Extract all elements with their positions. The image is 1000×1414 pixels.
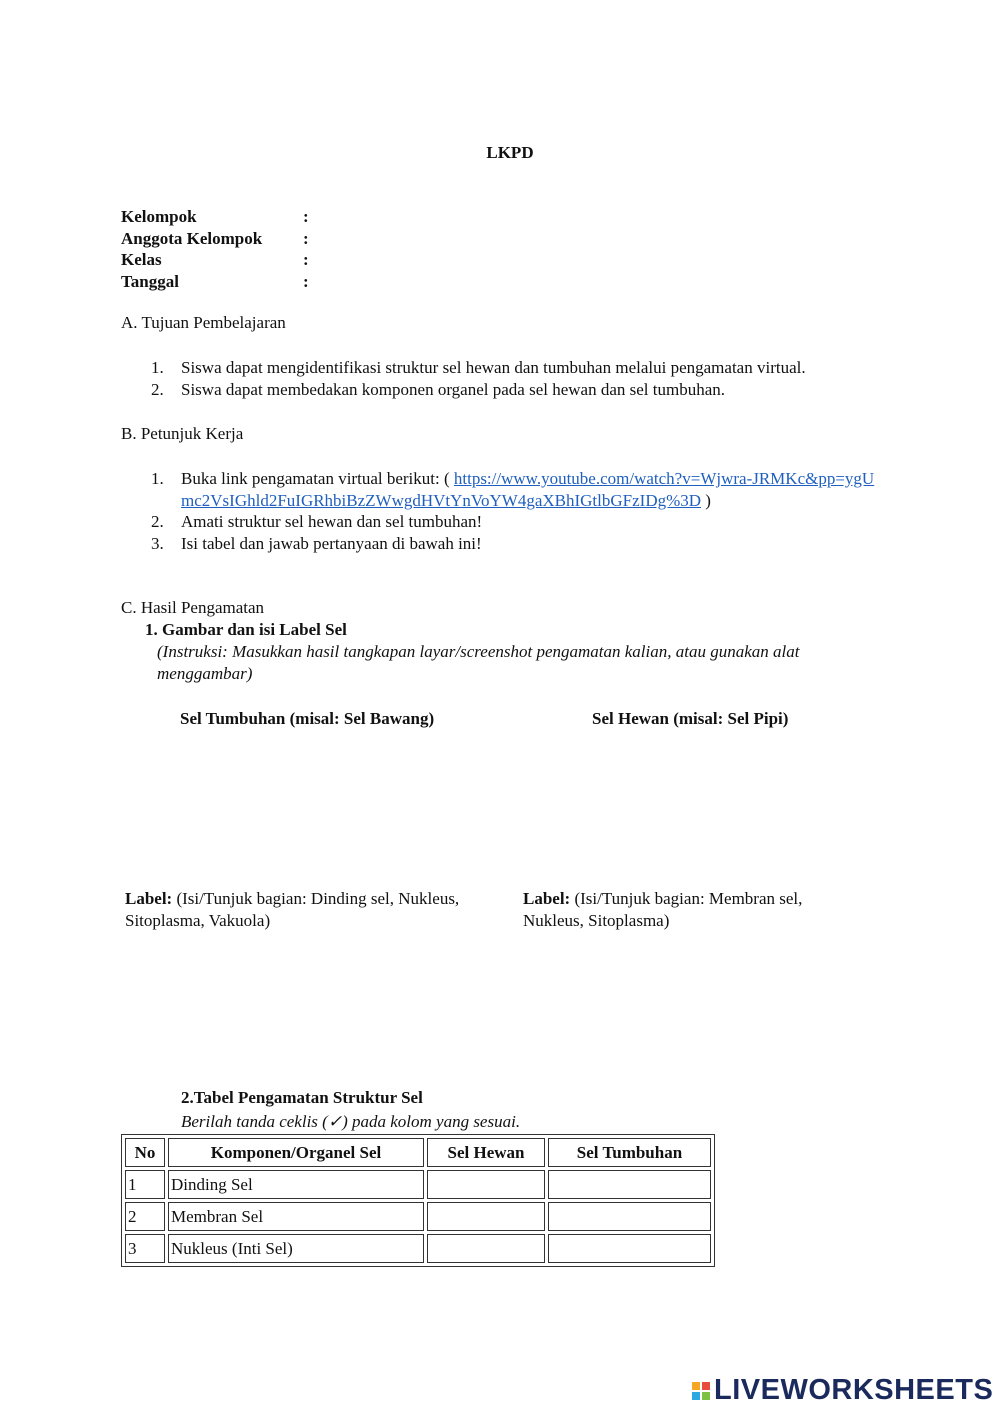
list-item [151,357,911,379]
section-c-heading: C. Hasil Pengamatan [121,598,265,617]
plant-cell-label [125,888,510,931]
list-text: Amati struktur sel hewan dan sel tumbuhan! [181,512,483,531]
list-number: 2. [151,512,164,531]
list-text: Isi tabel dan jawab pertanyaan di bawah ini! [181,533,482,553]
section-b-list [151,468,876,554]
section-a-list [151,357,911,400]
cell-no: 1 [125,1170,165,1199]
label-bold: Label: [523,889,571,908]
identity-colon: : [303,271,309,291]
list-number: 2. [151,379,164,399]
liveworksheets-logo [692,1374,993,1407]
page-title: LKPD [486,143,534,162]
list-item [151,533,876,555]
header-plant: Sel Tumbuhan [548,1138,711,1167]
cell-component: Membran Sel [168,1202,424,1231]
section-b-heading: B. Petunjuk Kerja [121,424,244,443]
cell-component: Nukleus (Inti Sel) [168,1234,424,1263]
list-number: 1. [151,358,164,377]
video-link[interactable]: https://www.youtube.com/watch?v=Wjwra-JRMKc&pp=ygUmc2VsIGhld2FuIGRhbiBzZWwgdHVtYnVoYW4gaXBhIGtlbGFzIDg%3D [181,469,875,510]
identity-row-kelompok [121,206,309,228]
logo-mark-icon [692,1382,710,1400]
header-component: Komponen/Organel Sel [168,1138,424,1167]
list-number: 3. [151,533,164,553]
list-number: 1. [151,469,164,488]
subsection-2-title: 2.Tabel Pengamatan Struktur Sel [181,1088,423,1107]
header-animal: Sel Hewan [427,1138,545,1167]
section-a-heading: A. Tujuan Pembelajaran [121,313,286,332]
identity-colon: : [303,250,309,269]
list-item [151,468,876,511]
animal-cell-heading: Sel Hewan (misal: Sel Pipi) [592,709,789,728]
cell-no: 3 [125,1234,165,1263]
link-suffix: ) [701,490,711,510]
table-row [125,1170,711,1199]
list-text: Siswa dapat mengidentifikasi struktur sel hewan dan tumbuhan melalui pengamatan virtual. [181,358,806,377]
cell-animal-check[interactable] [427,1234,545,1263]
animal-cell-label [523,888,853,931]
identity-label: Tanggal [121,271,179,291]
header-no: No [125,1138,165,1167]
subsection-1-instruction: (Instruksi: Masukkan hasil tangkapan layar/screenshot pengamatan kalian, atau gunakan alat menggambar) [157,642,800,683]
cell-plant-check[interactable] [548,1170,711,1199]
observation-table [121,1134,715,1267]
table-header-row [125,1138,711,1167]
identity-colon: : [303,207,309,226]
logo-text: LIVEWORKSHEETS [714,1374,994,1406]
table-row [125,1202,711,1231]
cell-plant-check[interactable] [548,1234,711,1263]
cell-no: 2 [125,1202,165,1231]
label-text: (Isi/Tunjuk bagian: Dinding sel, Nukleus, Sitoplasma, Vakuola) [125,889,460,930]
identity-row-tanggal [121,271,309,293]
identity-colon: : [303,228,309,248]
identity-label: Kelompok [121,207,197,226]
label-bold: Label: [125,889,173,908]
identity-row-anggota [121,228,309,250]
identity-label: Anggota Kelompok [121,228,263,248]
subsection-2-instruction: Berilah tanda ceklis (✓) pada kolom yang sesuai. [181,1112,521,1131]
cell-component: Dinding Sel [168,1170,424,1199]
table-row [125,1234,711,1263]
cell-animal-check[interactable] [427,1170,545,1199]
label-text: (Isi/Tunjuk bagian: Membran sel, Nukleus, Sitoplasma) [523,889,803,930]
link-prefix: Buka link pengamatan virtual berikut: ( [181,469,454,488]
plant-cell-heading: Sel Tumbuhan (misal: Sel Bawang) [180,709,435,728]
cell-animal-check[interactable] [427,1202,545,1231]
list-text [181,468,876,511]
subsection-1-title: 1. Gambar dan isi Label Sel [145,620,347,639]
cell-plant-check[interactable] [548,1202,711,1231]
list-item [151,379,911,401]
list-text: Siswa dapat membedakan komponen organel pada sel hewan dan sel tumbuhan. [181,379,726,399]
list-item [151,511,876,533]
identity-row-kelas [121,249,309,271]
identity-block [121,206,309,292]
identity-label: Kelas [121,250,162,269]
